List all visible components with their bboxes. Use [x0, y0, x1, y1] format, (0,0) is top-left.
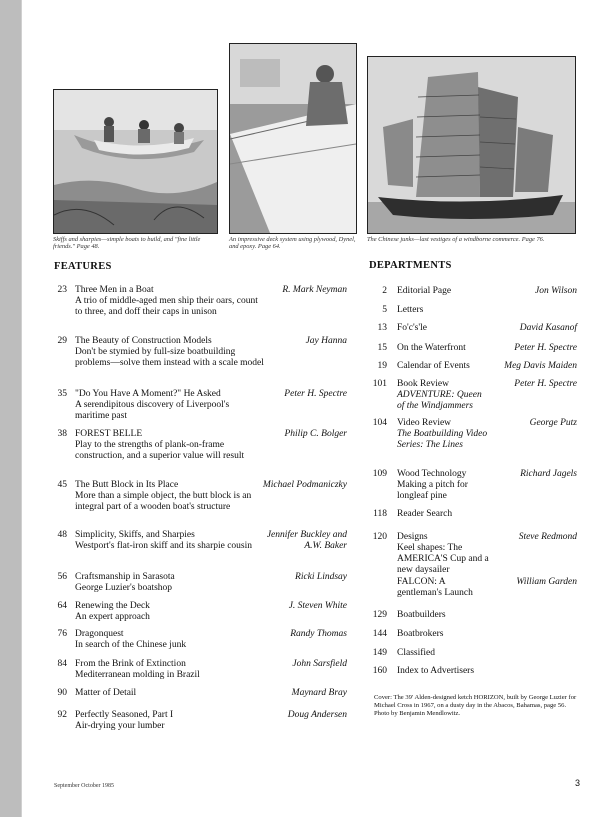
toc-author: Doug Andersen	[287, 710, 347, 720]
toc-title: The Beauty of Construction Models	[75, 336, 212, 346]
toc-description: Keel shapes: The AMERICA'S Cup and a new daysailer	[397, 543, 489, 576]
toc-page-number: 38	[57, 429, 67, 439]
toc-entry[interactable]	[51, 530, 347, 552]
toc-title: Renewing the Deck	[75, 601, 150, 611]
toc-entry[interactable]	[51, 480, 347, 513]
toc-page-number: 109	[372, 469, 387, 479]
toc-title: Boatbuilders	[397, 610, 446, 620]
toc-description: Play to the strengths of plank-on-frame construction, and a superior value will result	[75, 440, 245, 462]
caption-deck: An impressive deck system using plywood, Dynel, and epoxy. Page 64.	[229, 236, 356, 251]
photo-junks	[367, 56, 576, 234]
toc-page-number: 120	[372, 532, 387, 542]
toc-entry[interactable]	[369, 323, 577, 335]
toc-page-number: 149	[372, 648, 387, 658]
toc-entry[interactable]	[51, 389, 347, 422]
toc-title: From the Brink of Extinction	[75, 659, 186, 669]
toc-entry[interactable]	[369, 469, 577, 502]
toc-page-number: 160	[372, 666, 387, 676]
deck-illustration	[230, 44, 356, 233]
toc-title: The Butt Block in Its Place	[75, 480, 179, 490]
toc-entry[interactable]	[51, 710, 347, 731]
toc-author: Michael Podmaniczky	[262, 480, 347, 490]
toc-description: Mediterranean molding in Brazil	[75, 670, 200, 680]
toc-entry[interactable]	[369, 418, 577, 451]
skiffs-illustration	[54, 90, 217, 233]
toc-title: Fo'c's'le	[397, 323, 427, 333]
toc-title: Index to Advertisers	[397, 666, 475, 676]
toc-title: On the Waterfront	[397, 343, 466, 353]
toc-description: The Boatbuilding Video Series: The Lines	[397, 429, 488, 451]
toc-page-number: 56	[57, 572, 67, 582]
toc-entry[interactable]	[369, 286, 577, 298]
toc-description: Air-drying your lumber	[75, 721, 165, 731]
toc-page-number: 19	[377, 361, 387, 371]
toc-description: A trio of middle-aged men ship their oars, count to three, and doff their caps in unison	[75, 296, 258, 318]
toc-page-number: 64	[57, 601, 67, 611]
toc-entry[interactable]	[369, 509, 577, 521]
toc-author: David Kasanof	[519, 323, 577, 333]
toc-title: "Do You Have A Moment?" He Asked	[75, 389, 221, 399]
toc-entry[interactable]	[51, 601, 347, 622]
toc-entry[interactable]	[369, 648, 577, 660]
toc-description: George Luzier's boatshop	[75, 583, 173, 593]
photo-skiffs	[53, 89, 218, 234]
toc-page-number: 48	[57, 530, 67, 540]
toc-title: Classified	[397, 648, 435, 658]
junk-illustration	[368, 57, 575, 233]
toc-title: Matter of Detail	[75, 688, 137, 698]
toc-author: Jon Wilson	[535, 286, 577, 296]
toc-page-number: 76	[57, 629, 67, 639]
toc-entry[interactable]	[51, 659, 347, 680]
toc-entry[interactable]	[51, 285, 347, 318]
toc-title: Wood Technology	[397, 469, 467, 479]
toc-entry[interactable]	[51, 572, 347, 593]
toc-title: Simplicity, Skiffs, and Sharpies	[75, 530, 195, 540]
toc-entry[interactable]	[51, 429, 347, 462]
toc-title: Dragonquest	[75, 629, 124, 639]
toc-title: Editorial Page	[397, 286, 452, 296]
toc-author: Philip C. Bolger	[284, 429, 347, 439]
toc-entry[interactable]	[369, 610, 577, 622]
toc-page-number: 2	[382, 286, 387, 296]
departments-heading: DEPARTMENTS	[369, 260, 452, 271]
toc-page-number: 5	[382, 305, 387, 315]
toc-entry[interactable]	[51, 629, 347, 650]
toc-author: Peter H. Spectre	[514, 379, 577, 389]
toc-page-number: 84	[57, 659, 67, 669]
toc-author: Randy Thomas	[290, 629, 347, 639]
toc-entry[interactable]	[51, 688, 347, 700]
toc-author: Steve Redmond	[518, 532, 577, 542]
toc-page-number: 35	[57, 389, 67, 399]
toc-title: Craftsmanship in Sarasota	[75, 572, 175, 582]
toc-entry[interactable]	[369, 629, 577, 641]
toc-author-2: William Garden	[516, 577, 577, 587]
toc-title: FOREST BELLE	[75, 429, 143, 439]
issue-date: September October 1985	[54, 783, 114, 789]
caption-skiffs: Skiffs and sharpies—simple boats to build, and "fine little friends." Page 48.	[53, 236, 201, 251]
toc-title: Three Men in a Boat	[75, 285, 154, 295]
toc-page-number: 129	[372, 610, 387, 620]
toc-entry[interactable]	[369, 379, 577, 412]
toc-author: J. Steven White	[288, 601, 347, 611]
photo-deck	[229, 43, 357, 234]
toc-author: Jennifer Buckley and A.W. Baker	[266, 530, 347, 552]
magazine-page	[21, 0, 611, 817]
toc-page-number: 90	[57, 688, 67, 698]
toc-page-number: 101	[372, 379, 387, 389]
toc-entry[interactable]	[369, 305, 577, 317]
toc-page-number: 92	[57, 710, 67, 720]
toc-author: Meg Davis Maiden	[504, 361, 577, 371]
features-heading: FEATURES	[54, 261, 112, 272]
toc-page-number: 118	[373, 509, 387, 519]
toc-author: John Sarsfield	[292, 659, 347, 669]
toc-description: Making a pitch for longleaf pine	[397, 480, 468, 502]
toc-title: Perfectly Seasoned, Part I	[75, 710, 174, 720]
cover-credit: Cover: The 39' Alden-designed ketch HORIZON, built by George Luzier for Michael Cross in 1967, on a dusty day in the Abacos, Bahamas, page 56. Photo by Benjamin Mendlowitz.	[374, 694, 577, 717]
toc-page-number: 29	[57, 336, 67, 346]
toc-title: Letters	[397, 305, 424, 315]
toc-title: Video Review	[397, 418, 452, 428]
page-number: 3	[575, 778, 581, 788]
toc-author: Maynard Bray	[291, 688, 347, 698]
toc-page-number: 23	[57, 285, 67, 295]
toc-description: In search of the Chinese junk	[75, 640, 187, 650]
toc-page-number: 13	[377, 323, 387, 333]
toc-author: George Putz	[529, 418, 577, 428]
toc-author: Peter H. Spectre	[284, 389, 347, 399]
toc-author: Richard Jagels	[520, 469, 577, 479]
toc-author: Ricki Lindsay	[295, 572, 347, 582]
toc-title: Calendar of Events	[397, 361, 470, 371]
toc-description: Westport's flat-iron skiff and its sharpie cousin	[75, 541, 253, 551]
toc-description: ADVENTURE: Queen of the Windjammers	[397, 390, 482, 412]
toc-title: Boatbrokers	[397, 629, 444, 639]
toc-page-number: 144	[372, 629, 387, 639]
toc-author: R. Mark Neyman	[282, 285, 347, 295]
toc-page-number: 45	[57, 480, 67, 490]
toc-description: More than a simple object, the butt block is an integral part of a wooden boat's structure	[75, 491, 252, 513]
toc-title: Designs	[397, 532, 428, 542]
toc-entry[interactable]	[369, 666, 577, 678]
toc-description: A serendipitous discovery of Liverpool's maritime past	[75, 400, 230, 422]
toc-author: Peter H. Spectre	[514, 343, 577, 353]
toc-page-number: 15	[377, 343, 387, 353]
toc-entry[interactable]	[51, 336, 347, 369]
caption-junks: The Chinese junks—last vestiges of a windborne commerce. Page 76.	[367, 236, 545, 243]
toc-title: Reader Search	[397, 509, 453, 519]
toc-author: Jay Hanna	[305, 336, 347, 346]
toc-description: An expert approach	[75, 612, 150, 622]
toc-description: Don't be stymied by full-size boatbuilding problems—solve them instead with a scale model	[75, 347, 264, 369]
toc-description-2: FALCON: A gentleman's Launch	[397, 577, 473, 599]
toc-entry[interactable]	[369, 361, 577, 373]
toc-page-number: 104	[372, 418, 387, 428]
toc-title: Book Review	[397, 379, 449, 389]
toc-entry[interactable]	[369, 343, 577, 355]
toc-entry[interactable]	[369, 532, 577, 599]
